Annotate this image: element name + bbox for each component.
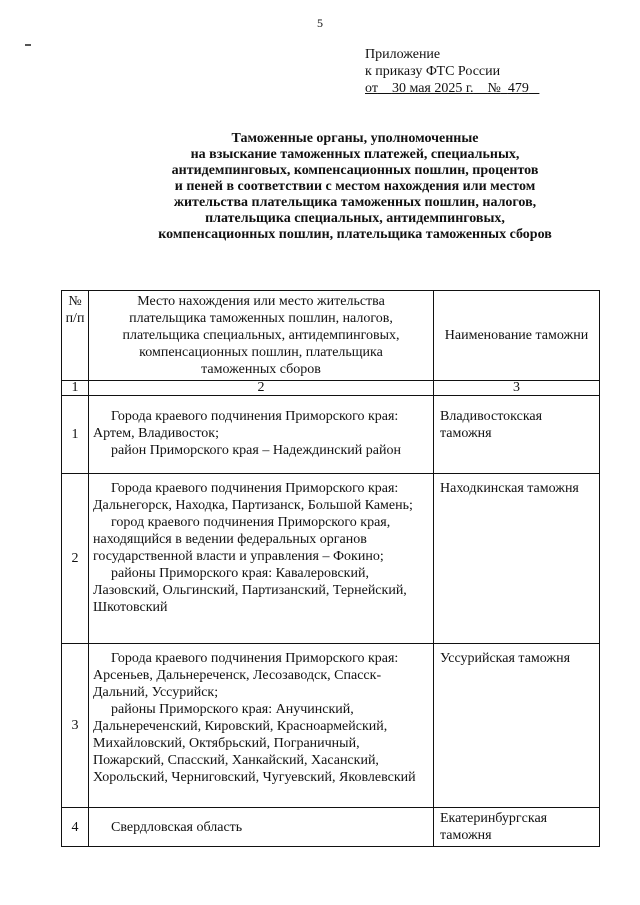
column-index: 3 [434, 381, 600, 396]
title-line: Таможенные органы, уполномоченные [231, 131, 479, 146]
document-title [40, 131, 640, 243]
page-number: 5 [317, 16, 323, 30]
column-index: 1 [62, 381, 89, 396]
place-paragraph: город краевого подчинения Приморского края, находящийся в ведении федеральных органов государственной власти и управления – Фокино; [93, 515, 391, 564]
row-number: 1 [62, 396, 89, 474]
place-paragraph: район Приморского края – Надеждинский район [111, 443, 401, 458]
appendix-number: 479 [507, 81, 529, 96]
header-place-line: плательщика специальных, антидемпинговых, [122, 328, 400, 343]
table-row [62, 644, 600, 808]
row-customs-name: Екатеринбургская таможня [434, 808, 600, 847]
column-index-row [62, 381, 600, 396]
row-place [89, 644, 434, 808]
header-place-line: компенсационных пошлин, плательщика [139, 345, 383, 360]
header-place-line: таможенных сборов [201, 362, 321, 377]
appendix-line-2: к приказу ФТС России [365, 64, 501, 79]
table-row [62, 396, 600, 474]
row-customs-name: Находкинская таможня [434, 474, 600, 644]
appendix-order-ref [365, 80, 539, 97]
header-place-line: плательщика таможенных пошлин, налогов, [129, 311, 393, 326]
title-line: плательщика специальных, антидемпинговых, [205, 211, 505, 226]
appendix-block [365, 46, 539, 97]
title-line: жительства плательщика таможенных пошлин, налогов, [173, 195, 537, 210]
table-row [62, 474, 600, 644]
title-line: и пеней в соответствии с местом нахождения или местом [174, 179, 536, 194]
place-paragraph: Города краевого подчинения Приморского края: Арсеньев, Дальнереченск, Лесозаводск, Спасск-Дальний, Уссурийск; [93, 651, 399, 700]
header-place [89, 291, 434, 381]
place-paragraph: районы Приморского края: Кавалеровский, Лазовский, Ольгинский, Партизанский, Тернейский, Шкотовский [93, 566, 407, 615]
header-num: № п/п [62, 291, 89, 381]
place-paragraph: Свердловская область [111, 819, 243, 835]
place-paragraph: Города краевого подчинения Приморского края: Артем, Владивосток; [93, 409, 399, 441]
appendix-line-1: Приложение [365, 47, 441, 62]
table-header-row [62, 291, 600, 381]
place-paragraph: районы Приморского края: Анучинский, Дальнереченский, Кировский, Красноармейский, Михайловский, Октябрьский, Пограничный, Пожарский, Спасский, Ханкайский, Хасанский, Хорольский, Черниговский, Чугуевский, Яковлевский [93, 702, 416, 785]
row-number: 4 [62, 808, 89, 847]
row-customs-name: Уссурийская таможня [434, 644, 600, 808]
row-number: 3 [62, 644, 89, 808]
row-place [89, 474, 434, 644]
appendix-date: 30 мая 2025 г. [391, 81, 474, 96]
customs-table [61, 290, 600, 847]
column-index: 2 [89, 381, 434, 396]
scan-mark [25, 44, 31, 46]
title-line: компенсационных пошлин, плательщика таможенных сборов [158, 227, 552, 242]
row-customs-name: Владивостокская таможня [434, 396, 600, 474]
row-place [89, 396, 434, 474]
appendix-number-sign: № [487, 81, 501, 96]
row-number: 2 [62, 474, 89, 644]
title-line: на взыскание таможенных платежей, специальных, [190, 147, 520, 162]
title-line: антидемпинговых, компенсационных пошлин, процентов [171, 163, 539, 178]
row-place [89, 808, 434, 847]
appendix-date-prefix: от [365, 81, 378, 96]
header-place-line: Место нахождения или место жительства [137, 294, 385, 309]
place-paragraph: Города краевого подчинения Приморского края: Дальнегорск, Находка, Партизанск, Большой Камень; [93, 481, 413, 513]
table-row [62, 808, 600, 847]
header-customs-name: Наименование таможни [434, 291, 600, 381]
